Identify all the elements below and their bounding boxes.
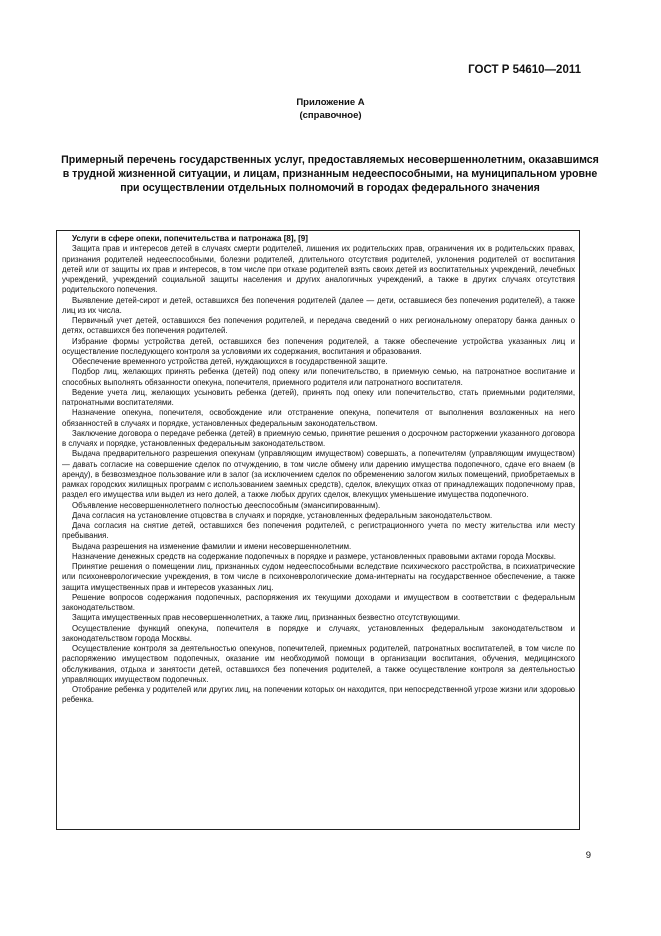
services-table [56, 230, 580, 830]
service-item: Первичный учет детей, оставшихся без попечения родителей, и передача сведений о них региональному оператору банка данных о детях, оставшихся без попечения родителей. [62, 316, 575, 336]
service-item: Подбор лиц, желающих принять ребенка (детей) под опеку или попечительство, в приемную семью, на патронатное воспитание и способных выполнять обязанности опекуна, попечителя, приемного родителя или патронатного воспитателя. [62, 367, 575, 387]
service-item: Объявление несовершеннолетнего полностью дееспособным (эмансипированным). [72, 500, 381, 510]
standard-number: ГОСТ Р 54610—2011 [468, 64, 581, 76]
page-number: 9 [585, 850, 591, 861]
service-item: Ведение учета лиц, желающих усыновить ребенка (детей), принять под опеку или попечительство, стать приемными родителями, патронатными воспитателями. [62, 387, 575, 408]
service-item: Обеспечение временного устройства детей, нуждающихся в государственной защите. [72, 357, 388, 367]
service-item: Выдача предварительного разрешения опекунам (управляющим имуществом) совершать, а попечителям (управляющим имуществом) — давать согласие на совершение сделок по отчуждению, в том числе обмену или дарению имущества подопечного, сдаче его внаем (в аренду), в безвозмездное пользование или в залог (за исключением сделок по обременению залогом жилых помещений, приобретаемых в рамках городских жилищных программ с использованием заемных средств), сделок, влекущих отказ от принадлежащих подопечному прав, раздел его имущества или выдел из него долей, а также любых других сделок, влекущих уменьшение имущества подопечного. [62, 449, 575, 500]
service-item: Осуществление функций опекуна, попечителя в порядке и случаях, установленных федеральным законодательством и законодательством города Москвы. [62, 623, 575, 643]
service-item: Дача согласия на установление отцовства в случаях и порядке, установленных федеральным законодательством. [72, 510, 493, 520]
service-item: Отобрание ребенка у родителей или других лиц, на попечении которых он находится, при непосредственной угрозе жизни или здоровью ребенка. [62, 685, 575, 705]
document-title: Примерный перечень государственных услуг, предоставляемых несовершеннолетним, оказавшимся в трудной жизненной ситуации, и лицам, признанным недееспособными, на муниципальном уровне при осуществлении отдельных полномочий в городах федерального значения [61, 154, 599, 195]
service-item: Назначение опекуна, попечителя, освобождение или отстранение опекуна, попечителя от выполнения возложенных на него обязанностей в случаях и порядке, установленных федеральным законодательством. [62, 408, 575, 428]
appendix-title: Приложение А [296, 97, 365, 108]
service-item: Назначение денежных средств на содержание подопечных в порядке и размере, установленных правовыми актами города Москвы. [72, 551, 556, 561]
service-item: Избрание формы устройства детей, оставшихся без попечения родителей, а также обеспечение устройства указанных лиц и осуществление последующего контроля за условиями их содержания, воспитания и образования. [62, 336, 575, 356]
service-item: Осуществление контроля за деятельностью опекунов, попечителей, приемных родителей, патронатных воспитателей, в том числе по распоряжению имуществом подопечных, оказание им необходимой помощи в организации воспитания, обучения, медицинского обслуживания, отдыха и занятости детей, оставшихся без попечения родителей, а также осуществление контроля за деятельностью управляющих имуществом подопечных. [62, 644, 575, 684]
section-heading: Услуги в сфере опеки, попечительства и патронажа [8], [9] [72, 234, 308, 243]
service-list [62, 244, 575, 705]
appendix-label [0, 96, 661, 122]
service-item: Выявление детей-сирот и детей, оставшихся без попечения родителей (далее — дети, оставшиеся без попечения родителей), а также лиц из их числа. [62, 295, 575, 315]
service-item: Решение вопросов содержания подопечных, распоряжения их текущими доходами и имуществом в соответствии с федеральным законодательством. [62, 592, 575, 613]
service-item: Дача согласия на снятие детей, оставшихся без попечения родителей, с регистрационного учета по месту жительства или месту пребывания. [62, 521, 575, 541]
appendix-type: (справочное) [299, 110, 362, 121]
service-item: Защита прав и интересов детей в случаях смерти родителей, лишения их родительских прав, ограничения их в родительских правах, признания родителей недееспособными, болезни родителей, длительного отсутствия родителей, уклонения родителей от воспитания детей или от защиты их прав и интересов, в том числе при отказе родителей взять своих детей из воспитательных учреждений, лечебных учреждений, учреждений социальной защиты населения и других аналогичных учреждений, а также в других случаях отсутствия родительского попечения. [62, 244, 575, 295]
service-item: Принятие решения о помещении лиц, признанных судом недееспособными вследствие психического расстройства, в психиатрические или психоневрологические учреждения, в том числе в психоневрологические дома-интернаты на государственное обеспечение, а также защита имущественных прав и интересов указанных лиц. [62, 562, 575, 592]
service-item: Заключение договора о передаче ребенка (детей) в приемную семью, принятие решения о досрочном расторжении указанного договора в случаях и порядке, установленных федеральным законодательством. [62, 428, 575, 449]
service-item: Защита имущественных прав несовершеннолетних, а также лиц, признанных безвестно отсутствующими. [72, 613, 461, 623]
service-item: Выдача разрешения на изменение фамилии и имени несовершеннолетним. [72, 541, 352, 551]
